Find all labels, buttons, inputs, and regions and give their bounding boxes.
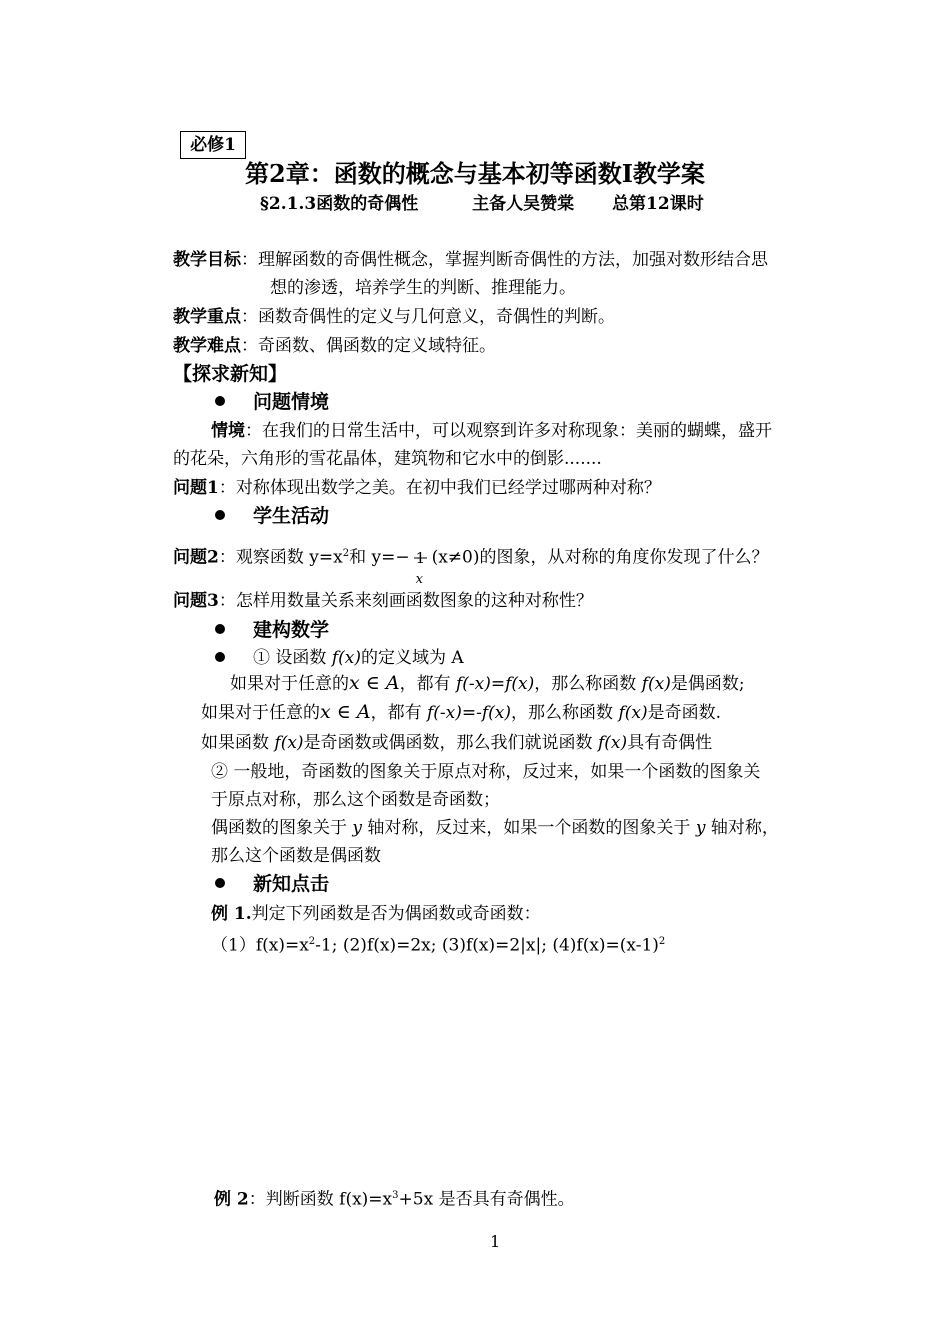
ex2-pre: ：判断函数 f(x)=x: [248, 1189, 393, 1210]
ex2-post: +5x 是否具有奇偶性。: [398, 1189, 575, 1210]
explore-heading: 【探求新知】: [173, 363, 288, 385]
scenario-line-2: 的花朵，六角形的雪花晶体，建筑物和它水中的倒影.......: [173, 449, 602, 469]
ex1-item-a: （1）f(x)=x: [211, 935, 309, 956]
geo3-y: y: [352, 818, 363, 838]
fraction-numerator: 1: [415, 549, 426, 568]
example-1: [211, 901, 541, 927]
heading-text: 建构数学: [253, 619, 330, 641]
odd-definition: [201, 699, 721, 726]
def-intro-post: 的定义域为 A: [360, 648, 464, 668]
geo3-post: 轴对称，: [705, 818, 779, 838]
even-mid2: ，那么称函数: [534, 674, 642, 694]
ex1-item-b: -1; (2)f(x)=2x; (3)f(x)=2|x|; (4)f(x)=(x-1): [315, 935, 659, 956]
heading-problem-context: [215, 389, 329, 415]
q3-label: 问题3: [173, 591, 219, 611]
ex1-sup-a: 2: [308, 936, 316, 947]
even-pre: 如果对于任意的: [230, 674, 349, 694]
heading-new-knowledge: [215, 871, 329, 897]
even-post: 是偶函数;: [670, 674, 745, 694]
geo3-pre: 偶函数的图象关于: [211, 818, 353, 838]
question-3: [173, 588, 593, 614]
ex1-sup-b: 2: [658, 936, 666, 947]
q2-label: 问题2: [173, 547, 219, 568]
difficulty-label: 教学难点: [173, 336, 241, 356]
fraction-bar: [414, 538, 428, 578]
goals-label: 教学目标: [173, 250, 241, 270]
q1-label: 问题1: [173, 478, 219, 498]
page-number: 1: [490, 1232, 501, 1251]
geometry-line-1: ② 一般地，奇函数的图象关于原点对称，反过来，如果一个函数的图象关: [211, 762, 761, 782]
parity-pre: 如果函数: [201, 733, 275, 753]
difficulty-line: [173, 333, 496, 359]
page-title: 第2章：函数的概念与基本初等函数Ⅰ教学案: [245, 159, 705, 188]
even-domain-expr: x ∈ A: [349, 672, 400, 694]
subtitle: [260, 192, 704, 216]
example-2: [214, 1183, 575, 1213]
def-intro-pre: ① 设函数: [253, 648, 332, 668]
scenario-label: 情境: [211, 421, 245, 441]
geometry-line-3: [211, 815, 779, 841]
question-2: [173, 534, 769, 588]
q3-text: ：怎样用数量关系来刻画函数图象的这种对称性？: [218, 591, 593, 611]
geo3-mid: 轴对称，反过来，如果一个函数的图象关于: [362, 818, 696, 838]
def-fx: f(x): [331, 648, 361, 668]
course-badge: 必修1: [180, 131, 246, 159]
odd-fx: f(x): [618, 703, 648, 723]
even-fx: f(x): [641, 674, 671, 694]
parity-fx2: f(x): [597, 733, 628, 753]
odd-domain-expr: x ∈ A: [320, 701, 371, 723]
even-definition: [230, 670, 745, 697]
heading-build-math: [215, 617, 329, 643]
definition-intro: [215, 645, 464, 671]
question-1: [173, 475, 661, 501]
fraction-one-over-x: [414, 538, 428, 588]
heading-text: 新知点击: [253, 873, 330, 895]
preparer: 主备人吴赞棠: [472, 194, 575, 214]
even-equation: f(-x)=f(x): [456, 674, 535, 694]
lesson-number: 总第12课时: [612, 194, 704, 214]
bullet-icon: [215, 652, 225, 662]
ex1-text: 判定下列函数是否为偶函数或奇函数：: [251, 904, 541, 924]
odd-equation: f(-x)=-f(x): [427, 703, 512, 723]
focus-label: 教学重点: [173, 307, 241, 327]
scenario-line-1: [211, 418, 772, 444]
bullet-icon: [215, 510, 225, 520]
q2-text-pre: ：观察函数 y=x: [218, 547, 343, 568]
geo3-y2: y: [695, 818, 706, 838]
scenario-text-1: ：在我们的日常生活中，可以观察到许多对称现象：美丽的蝴蝶，盛开: [245, 421, 772, 441]
geometry-line-4: 那么这个函数是偶函数: [211, 846, 381, 866]
heading-text: 问题情境: [253, 391, 330, 413]
geometry-line-2: 于原点对称，那么这个函数是奇函数；: [211, 790, 500, 810]
ex1-label: 例 1.: [211, 904, 252, 924]
odd-post: 是奇函数.: [647, 703, 721, 723]
difficulty-text: ：奇函数、偶函数的定义域特征。: [241, 336, 496, 356]
parity-post: 具有奇偶性: [627, 733, 713, 753]
section-title: §2.1.3函数的奇偶性: [260, 194, 419, 214]
goals-line-2: 想的渗透，培养学生的判断、推理能力。: [270, 278, 576, 298]
heading-text: 学生活动: [253, 505, 330, 527]
q2-exponent: 2: [342, 548, 350, 559]
ex2-label: 例 2: [214, 1189, 249, 1210]
q1-text: ：对称体现出数学之美。在初中我们已经学过哪两种对称？: [218, 478, 661, 498]
parity-fx: f(x): [274, 733, 304, 753]
q2-text-mid: 和 y=−: [349, 547, 410, 568]
example-1-items: [211, 929, 665, 959]
odd-pre: 如果对于任意的: [201, 703, 320, 723]
heading-student-activity: [215, 503, 329, 529]
bullet-icon: [215, 624, 225, 634]
goals-text-1: ：理解函数的奇偶性概念，掌握判断奇偶性的方法，加强对数形结合思: [241, 250, 768, 270]
odd-mid: ，都有: [370, 703, 427, 723]
focus-line: [173, 304, 615, 330]
fraction-denominator: x: [415, 572, 423, 588]
goals-line-1: [173, 247, 768, 273]
bullet-icon: [215, 878, 225, 888]
parity-definition: [201, 730, 712, 756]
odd-mid2: ，那么称函数: [511, 703, 619, 723]
bullet-icon: [215, 396, 225, 406]
q2-text-post: (x≠0)的图象，从对称的角度你发现了什么？: [431, 547, 769, 568]
even-mid: ，都有: [399, 674, 456, 694]
focus-text: ：函数奇偶性的定义与几何意义，奇偶性的判断。: [241, 307, 615, 327]
ex2-sup: 3: [392, 1190, 399, 1201]
parity-mid: 是奇函数或偶函数，那么我们就说函数: [303, 733, 598, 753]
